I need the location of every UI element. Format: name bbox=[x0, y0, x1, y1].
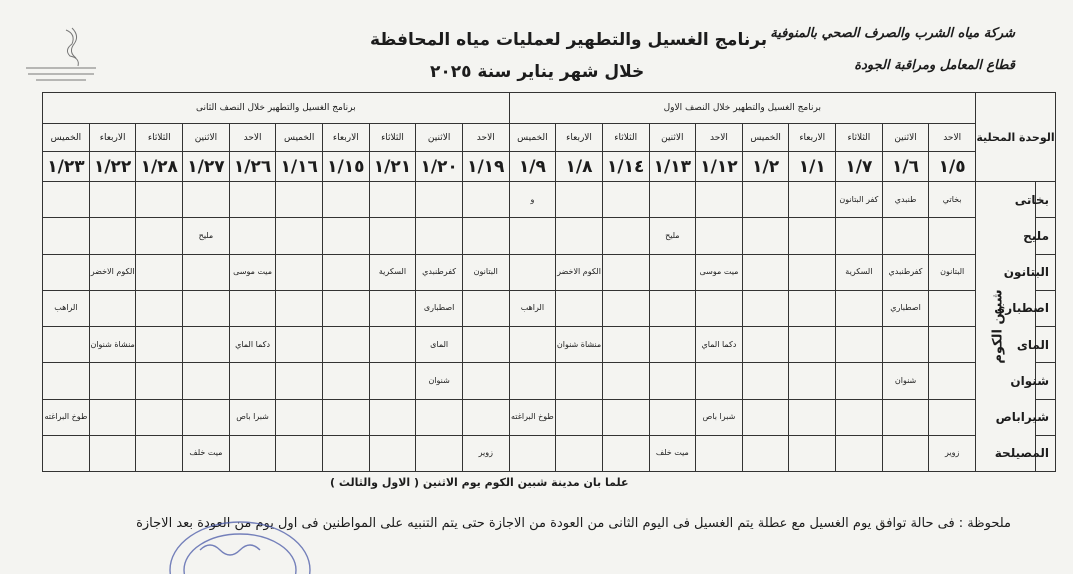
schedule-cell bbox=[789, 182, 836, 218]
schedule-cell bbox=[836, 218, 883, 254]
schedule-cell bbox=[836, 327, 883, 363]
date-header: ١/٦ bbox=[882, 152, 929, 182]
schedule-cell bbox=[929, 399, 976, 435]
unit-name: المصيلحة bbox=[1036, 435, 1056, 471]
schedule-cell bbox=[276, 435, 323, 471]
schedule-cell bbox=[183, 290, 230, 326]
schedule-cell: الراهب bbox=[509, 290, 556, 326]
date-header: ١/١٢ bbox=[696, 152, 743, 182]
document-title: برنامج الغسيل والتطهير لعمليات مياه المحافظة bbox=[370, 30, 768, 50]
schedule-cell: السكرية bbox=[369, 254, 416, 290]
schedule-cell bbox=[742, 182, 789, 218]
schedule-cell bbox=[696, 218, 743, 254]
date-header: ١/٢٦ bbox=[229, 152, 276, 182]
schedule-cell bbox=[742, 435, 789, 471]
schedule-cell: زوير bbox=[462, 435, 509, 471]
schedule-cell bbox=[602, 182, 649, 218]
unit-name: بخاتى bbox=[1036, 182, 1056, 218]
schedule-cell: طوخ البراغته bbox=[43, 399, 90, 435]
schedule-cell: شنوان bbox=[882, 363, 929, 399]
schedule-cell bbox=[229, 435, 276, 471]
schedule-cell bbox=[742, 399, 789, 435]
schedule-cell bbox=[136, 254, 183, 290]
table-row bbox=[43, 435, 1056, 471]
schedule-cell: منشاة شنوان bbox=[556, 327, 603, 363]
schedule-cell bbox=[43, 182, 90, 218]
schedule-cell: البتانون bbox=[462, 254, 509, 290]
table-row bbox=[43, 254, 1056, 290]
schedule-cell: كفر البتانون bbox=[836, 182, 883, 218]
table-row bbox=[43, 290, 1056, 326]
day-header: الثلاثاء bbox=[602, 124, 649, 152]
date-header: ١/٢٣ bbox=[43, 152, 90, 182]
schedule-cell bbox=[136, 435, 183, 471]
schedule-cell bbox=[43, 435, 90, 471]
schedule-cell bbox=[323, 254, 370, 290]
region-text: شبين الكوم bbox=[990, 289, 1006, 364]
schedule-cell bbox=[462, 363, 509, 399]
schedule-cell bbox=[929, 363, 976, 399]
date-header: ١/٢٠ bbox=[416, 152, 463, 182]
schedule-cell: طوخ البراغته bbox=[509, 399, 556, 435]
half1-header: برنامج الغسيل والتطهير خلال النصف الاول bbox=[509, 93, 975, 124]
schedule-cell bbox=[369, 435, 416, 471]
schedule-cell bbox=[323, 218, 370, 254]
day-header: الخميس bbox=[509, 124, 556, 152]
schedule-cell bbox=[276, 218, 323, 254]
schedule-cell bbox=[882, 435, 929, 471]
unit-name: الماى bbox=[1036, 327, 1056, 363]
schedule-cell bbox=[509, 327, 556, 363]
schedule-cell bbox=[43, 363, 90, 399]
unit-name: اصطبارى bbox=[1036, 290, 1056, 326]
schedule-cell bbox=[183, 327, 230, 363]
company-name: شركة مياه الشرب والصرف الصحي بالمنوفية bbox=[770, 26, 1015, 41]
day-header: الثلاثاء bbox=[369, 124, 416, 152]
schedule-cell: كفرطنبدي bbox=[882, 254, 929, 290]
date-header: ١/٢٧ bbox=[183, 152, 230, 182]
schedule-cell bbox=[462, 399, 509, 435]
schedule-cell: ميت موسى bbox=[696, 254, 743, 290]
day-header: الاحد bbox=[462, 124, 509, 152]
schedule-cell bbox=[462, 327, 509, 363]
day-header: الاثنين bbox=[183, 124, 230, 152]
schedule-cell: ميت خلف bbox=[649, 435, 696, 471]
schedule-cell bbox=[369, 363, 416, 399]
schedule-cell bbox=[276, 399, 323, 435]
schedule-cell bbox=[323, 182, 370, 218]
schedule-cell: مليح bbox=[649, 218, 696, 254]
schedule-cell: زوير bbox=[929, 435, 976, 471]
schedule-cell: ميت خلف bbox=[183, 435, 230, 471]
schedule-cell: السكرية bbox=[836, 254, 883, 290]
day-header: الاحد bbox=[696, 124, 743, 152]
schedule-cell bbox=[789, 399, 836, 435]
unit-header: الوحدة المحلية bbox=[975, 93, 1055, 182]
schedule-cell bbox=[323, 290, 370, 326]
schedule-cell bbox=[43, 218, 90, 254]
schedule-cell bbox=[556, 435, 603, 471]
schedule-cell bbox=[276, 290, 323, 326]
schedule-cell bbox=[89, 218, 136, 254]
schedule-cell bbox=[136, 218, 183, 254]
schedule-cell bbox=[136, 399, 183, 435]
schedule-cell: الكوم الاخضر bbox=[89, 254, 136, 290]
schedule-cell bbox=[836, 399, 883, 435]
schedule-cell bbox=[369, 327, 416, 363]
unit-name: مليح bbox=[1036, 218, 1056, 254]
holiday-note: ملحوظة : فى حالة توافق يوم الغسيل مع عطلة يتم الغسيل فى اليوم الثانى من العودة من الاجازة حتى يتم التنبيه على المواطنين فى اول يوم من العودة بعد الاجازة bbox=[136, 516, 1011, 531]
day-header: الثلاثاء bbox=[836, 124, 883, 152]
date-header: ١/١٣ bbox=[649, 152, 696, 182]
schedule-cell bbox=[649, 182, 696, 218]
schedule-cell bbox=[416, 218, 463, 254]
day-header: الاثنين bbox=[882, 124, 929, 152]
schedule-cell bbox=[323, 399, 370, 435]
date-header: ١/٢٨ bbox=[136, 152, 183, 182]
schedule-cell bbox=[882, 218, 929, 254]
schedule-cell bbox=[89, 399, 136, 435]
schedule-cell bbox=[602, 399, 649, 435]
schedule-cell bbox=[276, 182, 323, 218]
schedule-cell bbox=[89, 290, 136, 326]
table-row bbox=[43, 399, 1056, 435]
date-header: ١/٧ bbox=[836, 152, 883, 182]
sector-name: قطاع المعامل ومراقبة الجودة bbox=[854, 58, 1015, 73]
day-header: الاحد bbox=[929, 124, 976, 152]
schedule-cell bbox=[649, 290, 696, 326]
table-row bbox=[43, 363, 1056, 399]
schedule-cell bbox=[276, 327, 323, 363]
schedule-cell: الكوم الاخضر bbox=[556, 254, 603, 290]
schedule-cell: دكما الماي bbox=[696, 327, 743, 363]
schedule-cell bbox=[509, 218, 556, 254]
schedule-cell: شبرا باص bbox=[229, 399, 276, 435]
schedule-cell bbox=[183, 182, 230, 218]
day-header: الاربعاء bbox=[789, 124, 836, 152]
schedule-cell bbox=[602, 327, 649, 363]
schedule-cell: الماى bbox=[416, 327, 463, 363]
schedule-cell: اصطباري bbox=[882, 290, 929, 326]
schedule-cell: منشاة شنوان bbox=[89, 327, 136, 363]
schedule-cell bbox=[323, 435, 370, 471]
day-header: الخميس bbox=[43, 124, 90, 152]
schedule-cell bbox=[929, 218, 976, 254]
date-header: ١/٩ bbox=[509, 152, 556, 182]
schedule-cell bbox=[602, 254, 649, 290]
schedule-cell bbox=[649, 254, 696, 290]
schedule-cell bbox=[509, 363, 556, 399]
schedule-cell bbox=[696, 290, 743, 326]
schedule-cell bbox=[369, 182, 416, 218]
month-line: خلال شهر يناير سنة ٢٠٢٥ bbox=[430, 62, 645, 82]
schedule-cell: شنوان bbox=[416, 363, 463, 399]
schedule-cell bbox=[416, 182, 463, 218]
schedule-cell bbox=[43, 327, 90, 363]
schedule-cell bbox=[556, 218, 603, 254]
schedule-cell: و bbox=[509, 182, 556, 218]
schedule-cell bbox=[882, 327, 929, 363]
schedule-cell bbox=[742, 218, 789, 254]
schedule-cell: ميت موسى bbox=[229, 254, 276, 290]
schedule-cell bbox=[509, 254, 556, 290]
schedule-cell bbox=[89, 182, 136, 218]
table-row bbox=[43, 327, 1056, 363]
seal-stamp-icon bbox=[160, 510, 320, 574]
day-header: الخميس bbox=[276, 124, 323, 152]
schedule-cell bbox=[556, 182, 603, 218]
day-header: الاثنين bbox=[649, 124, 696, 152]
unit-name: شيراباص bbox=[1036, 399, 1056, 435]
schedule-cell bbox=[229, 182, 276, 218]
schedule-cell bbox=[369, 290, 416, 326]
schedule-cell bbox=[789, 254, 836, 290]
schedule-cell bbox=[696, 363, 743, 399]
schedule-cell bbox=[789, 435, 836, 471]
schedule-cell bbox=[602, 435, 649, 471]
schedule-cell bbox=[789, 363, 836, 399]
schedule-cell bbox=[556, 290, 603, 326]
schedule-cell bbox=[509, 435, 556, 471]
region-label bbox=[975, 182, 1035, 472]
unit-name: البتانون bbox=[1036, 254, 1056, 290]
schedule-cell bbox=[369, 399, 416, 435]
schedule-cell bbox=[742, 290, 789, 326]
schedule-cell bbox=[136, 290, 183, 326]
schedule-cell bbox=[183, 363, 230, 399]
date-header: ١/٢٢ bbox=[89, 152, 136, 182]
schedule-cell: بخاتي bbox=[929, 182, 976, 218]
schedule-cell bbox=[229, 218, 276, 254]
schedule-cell bbox=[602, 363, 649, 399]
schedule-cell bbox=[882, 399, 929, 435]
schedule-cell bbox=[649, 399, 696, 435]
monday-note: علما بان مدينة شبين الكوم يوم الاثنين ( الاول والثالث ) bbox=[330, 476, 629, 489]
schedule-cell bbox=[276, 254, 323, 290]
date-header: ١/١٤ bbox=[602, 152, 649, 182]
schedule-cell bbox=[323, 327, 370, 363]
day-header: الاحد bbox=[229, 124, 276, 152]
day-header: الاربعاء bbox=[556, 124, 603, 152]
schedule-cell: مليح bbox=[183, 218, 230, 254]
schedule-cell bbox=[136, 182, 183, 218]
unit-name: شنوان bbox=[1036, 363, 1056, 399]
schedule-cell bbox=[836, 363, 883, 399]
schedule-cell bbox=[136, 327, 183, 363]
schedule-cell bbox=[742, 254, 789, 290]
schedule-cell bbox=[602, 218, 649, 254]
schedule-cell bbox=[229, 363, 276, 399]
schedule-cell: البتانون bbox=[929, 254, 976, 290]
schedule-cell bbox=[462, 290, 509, 326]
date-header: ١/١٦ bbox=[276, 152, 323, 182]
schedule-cell bbox=[43, 254, 90, 290]
day-header: الخميس bbox=[742, 124, 789, 152]
schedule-cell bbox=[89, 435, 136, 471]
day-header: الاربعاء bbox=[89, 124, 136, 152]
schedule-cell bbox=[836, 435, 883, 471]
schedule-cell bbox=[789, 218, 836, 254]
day-header: الثلاثاء bbox=[136, 124, 183, 152]
schedule-cell bbox=[742, 327, 789, 363]
schedule-cell: الراهب bbox=[43, 290, 90, 326]
schedule-cell bbox=[789, 290, 836, 326]
schedule-cell bbox=[462, 218, 509, 254]
table-row bbox=[43, 218, 1056, 254]
day-header: الاربعاء bbox=[323, 124, 370, 152]
schedule-cell bbox=[229, 290, 276, 326]
schedule-cell: كفرطنبدي bbox=[416, 254, 463, 290]
schedule-cell: شبرا باص bbox=[696, 399, 743, 435]
schedule-cell: اصطبارى bbox=[416, 290, 463, 326]
schedule-cell: دكما الماي bbox=[229, 327, 276, 363]
schedule-table bbox=[42, 92, 1056, 472]
date-header: ١/٢١ bbox=[369, 152, 416, 182]
date-header: ١/١٥ bbox=[323, 152, 370, 182]
date-header: ١/١٩ bbox=[462, 152, 509, 182]
date-header: ١/٢ bbox=[742, 152, 789, 182]
schedule-cell bbox=[183, 399, 230, 435]
schedule-cell bbox=[556, 363, 603, 399]
schedule-cell bbox=[89, 363, 136, 399]
schedule-cell bbox=[836, 290, 883, 326]
date-header: ١/٨ bbox=[556, 152, 603, 182]
half2-header: برنامج الغسيل والتطهير خلال النصف الثانى bbox=[43, 93, 510, 124]
schedule-cell bbox=[276, 363, 323, 399]
schedule-cell bbox=[649, 363, 696, 399]
schedule-cell bbox=[416, 399, 463, 435]
schedule-cell bbox=[696, 435, 743, 471]
schedule-cell bbox=[556, 399, 603, 435]
day-header: الاثنين bbox=[416, 124, 463, 152]
schedule-cell bbox=[462, 182, 509, 218]
schedule-cell bbox=[602, 290, 649, 326]
schedule-cell bbox=[183, 254, 230, 290]
company-logo-icon bbox=[6, 22, 104, 92]
schedule-cell bbox=[742, 363, 789, 399]
schedule-cell bbox=[789, 327, 836, 363]
date-header: ١/٥ bbox=[929, 152, 976, 182]
date-header: ١/١ bbox=[789, 152, 836, 182]
table-row bbox=[43, 182, 1056, 218]
schedule-cell bbox=[369, 218, 416, 254]
schedule-cell bbox=[416, 435, 463, 471]
schedule-cell bbox=[696, 182, 743, 218]
schedule-cell bbox=[136, 363, 183, 399]
schedule-cell: طنبدي bbox=[882, 182, 929, 218]
schedule-cell bbox=[323, 363, 370, 399]
schedule-cell bbox=[649, 327, 696, 363]
